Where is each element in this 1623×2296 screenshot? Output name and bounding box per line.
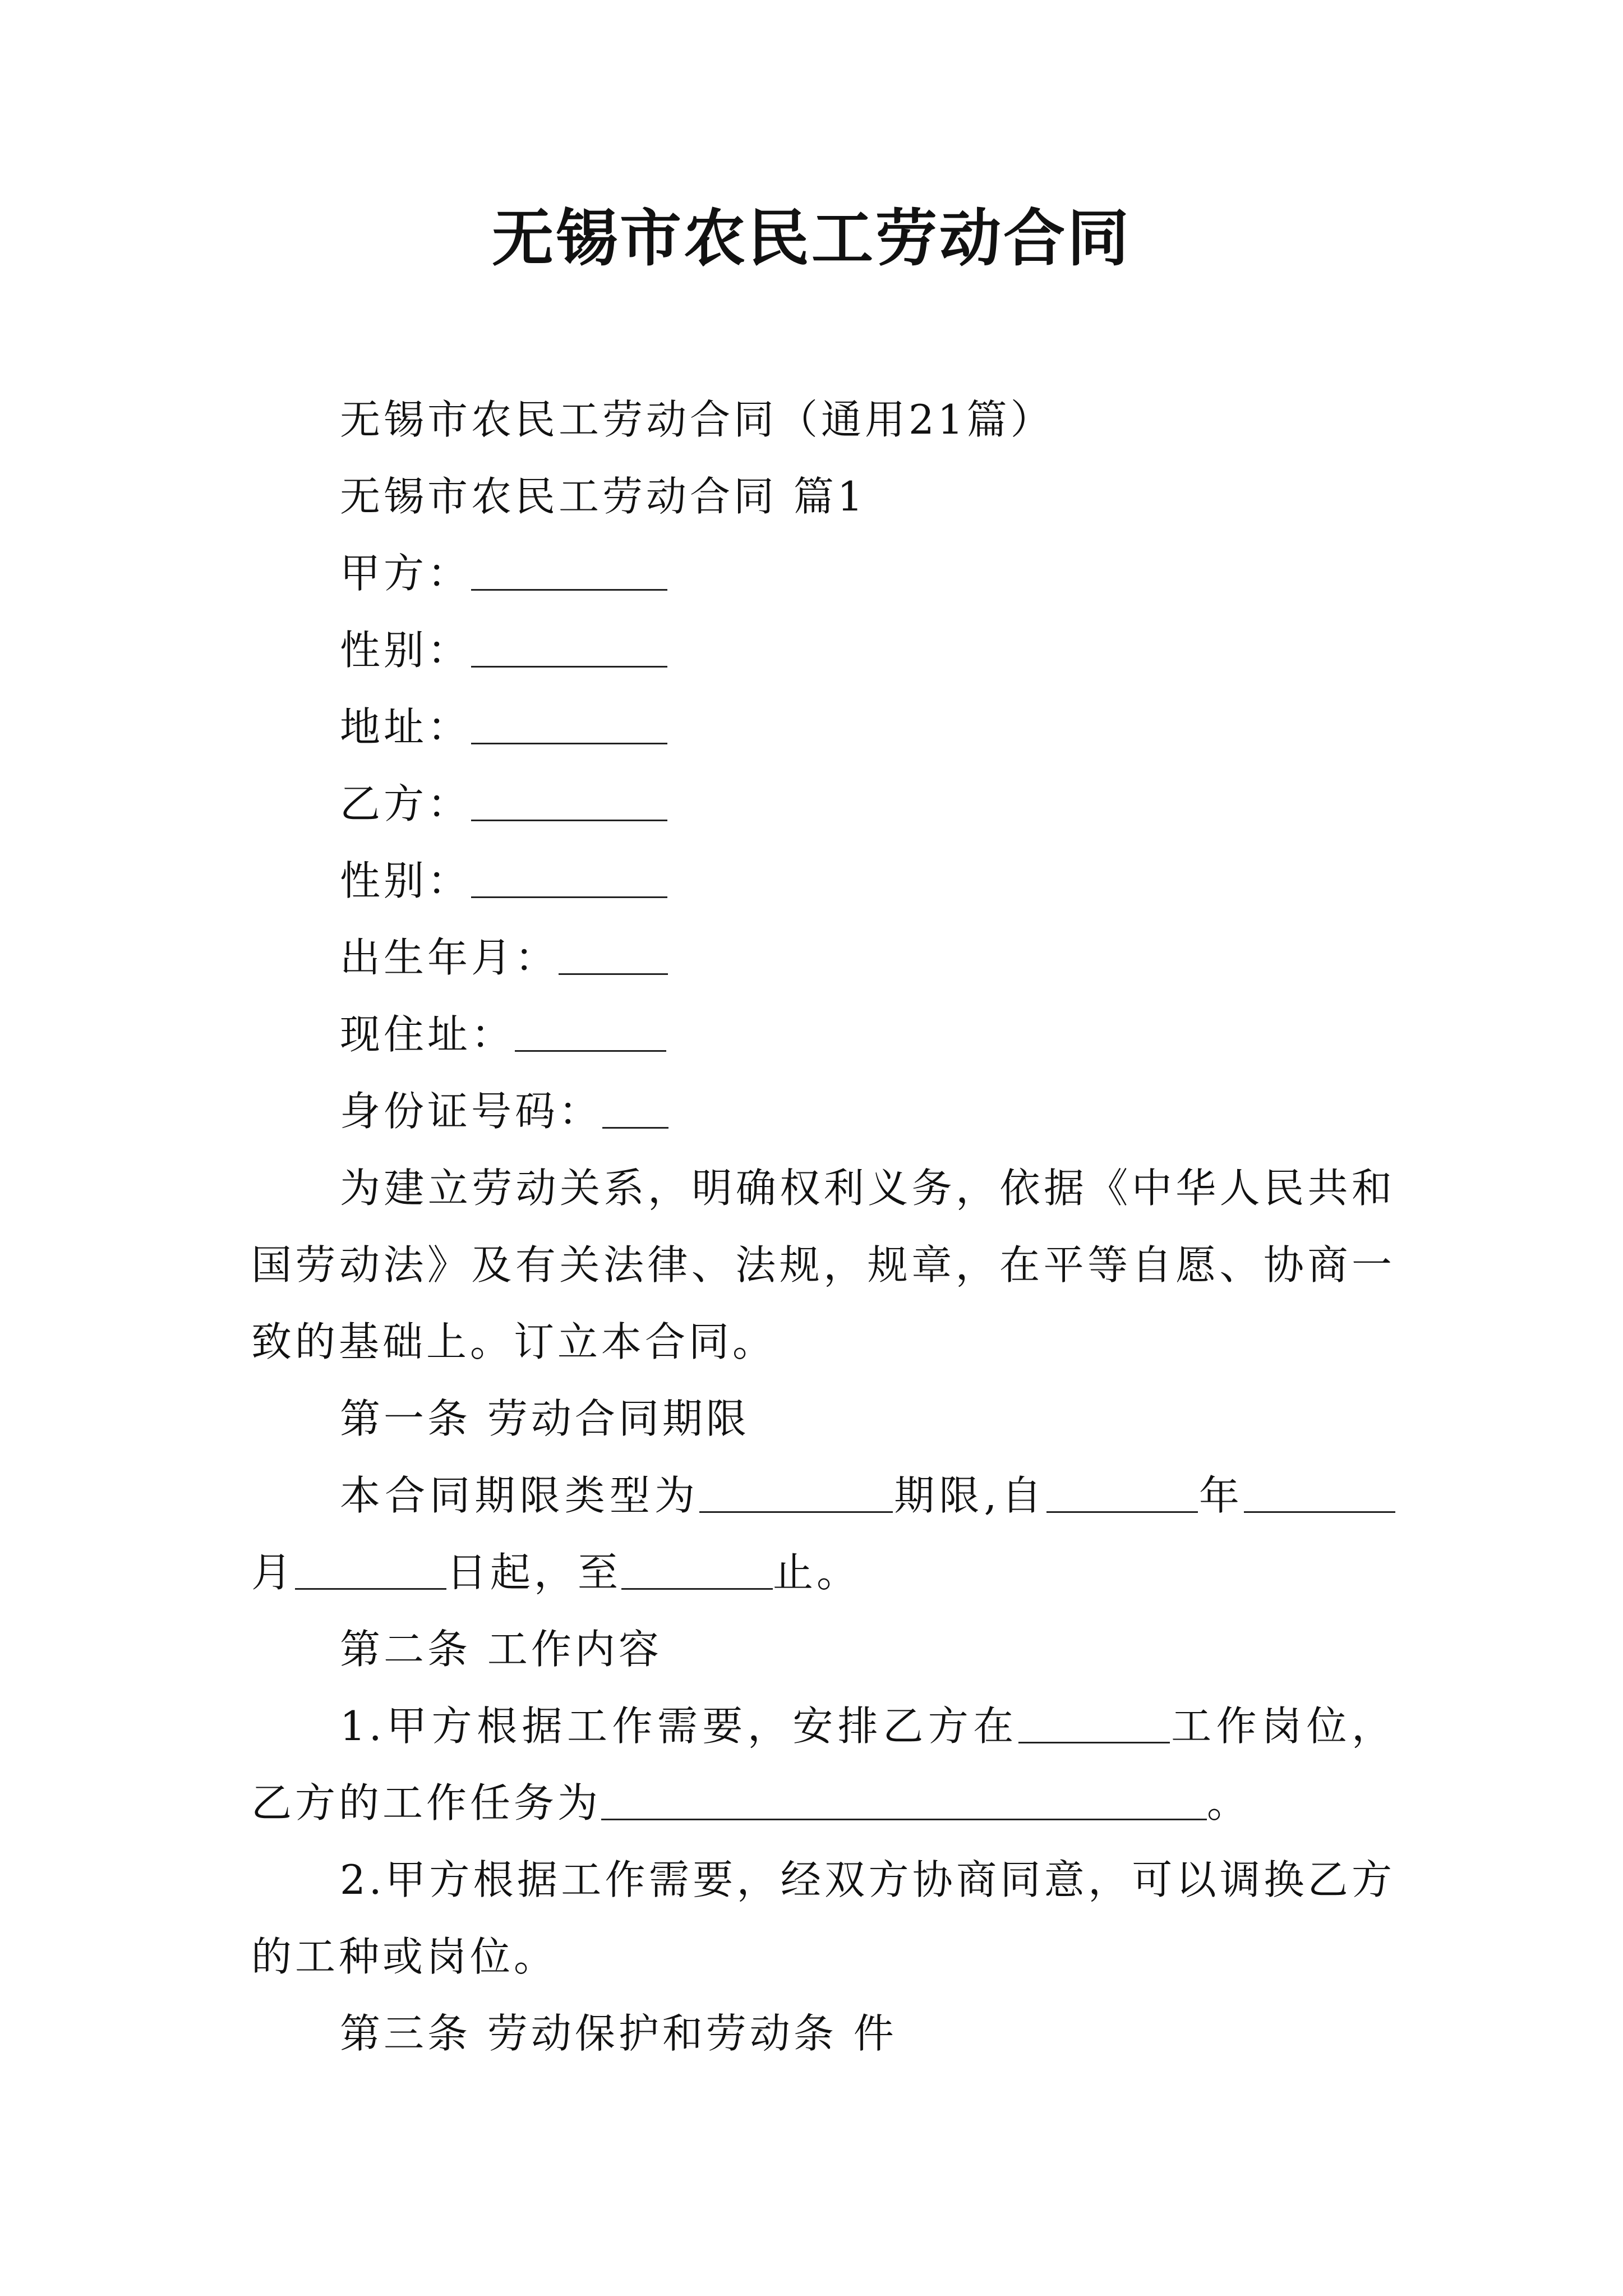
text-segment: 。 bbox=[1207, 1779, 1251, 1826]
field-label: 出生年月： bbox=[340, 934, 559, 981]
field-label: 地址： bbox=[340, 703, 472, 751]
blank-line bbox=[471, 857, 667, 898]
field-birth bbox=[251, 919, 1395, 996]
blank-line bbox=[1244, 1472, 1395, 1513]
article-2-item-1 bbox=[251, 1688, 1395, 1842]
field-label: 性别： bbox=[340, 857, 472, 904]
field-party-a bbox=[251, 535, 1395, 612]
blank-line bbox=[471, 703, 667, 744]
blank-line bbox=[471, 550, 667, 591]
blank-line bbox=[295, 1549, 446, 1590]
article-2-heading: 第二条 工作内容 bbox=[340, 1626, 662, 1673]
blank-line bbox=[601, 1779, 1207, 1820]
article-3-heading: 第三条 劳动保护和劳动条 件 bbox=[340, 2010, 897, 2057]
text-segment: 工作岗位，乙方的工作任务为 bbox=[251, 1703, 1395, 1826]
text-segment: 日起，至 bbox=[446, 1549, 622, 1596]
field-label: 甲方： bbox=[340, 550, 472, 597]
blank-line bbox=[699, 1472, 893, 1513]
document-body bbox=[251, 381, 1395, 2072]
field-gender-b bbox=[251, 843, 1395, 919]
document-title: 无锡市农民工劳动合同 bbox=[492, 202, 1131, 274]
section-heading: 无锡市农民工劳动合同 篇1 bbox=[340, 473, 866, 520]
text-segment: 止。 bbox=[773, 1549, 861, 1596]
text-segment: 1.甲方根据工作需要，安排乙方在 bbox=[340, 1703, 1018, 1750]
blank-line bbox=[559, 934, 668, 975]
field-gender-a bbox=[251, 612, 1395, 689]
field-label: 性别： bbox=[340, 627, 472, 674]
article-2-item-2: 2.甲方根据工作需要，经双方协商同意，可以调换乙方的工种或岗位。 bbox=[251, 1856, 1395, 1980]
article-1-text bbox=[251, 1457, 1395, 1611]
blank-line bbox=[602, 1088, 668, 1129]
field-label: 乙方： bbox=[340, 780, 472, 827]
preamble: 为建立劳动关系，明确权利义务，依据《中华人民共和国劳动法》及有关法律、法规，规章，在平等自愿、协商一致的基础上。订立本合同。 bbox=[251, 1165, 1395, 1365]
blank-line bbox=[1018, 1703, 1170, 1743]
text-segment: 年 bbox=[1197, 1472, 1244, 1519]
blank-line bbox=[621, 1549, 773, 1590]
blank-line bbox=[1046, 1472, 1198, 1513]
blank-line bbox=[471, 627, 667, 668]
text-segment: 月 bbox=[251, 1549, 296, 1596]
field-label: 身份证号码： bbox=[340, 1088, 603, 1135]
field-address bbox=[251, 689, 1395, 766]
field-label: 现住址： bbox=[340, 1011, 515, 1058]
subtitle: 无锡市农民工劳动合同（通用21篇） bbox=[340, 396, 1054, 443]
text-segment: 本合同期限类型为 bbox=[340, 1472, 700, 1519]
field-id-number bbox=[251, 1073, 1395, 1150]
blank-line bbox=[471, 780, 667, 821]
blank-line bbox=[515, 1011, 666, 1052]
text-segment: 期限,自 bbox=[893, 1472, 1046, 1519]
field-residence bbox=[251, 996, 1395, 1073]
field-party-b bbox=[251, 766, 1395, 843]
article-1-heading: 第一条 劳动合同期限 bbox=[340, 1395, 750, 1442]
